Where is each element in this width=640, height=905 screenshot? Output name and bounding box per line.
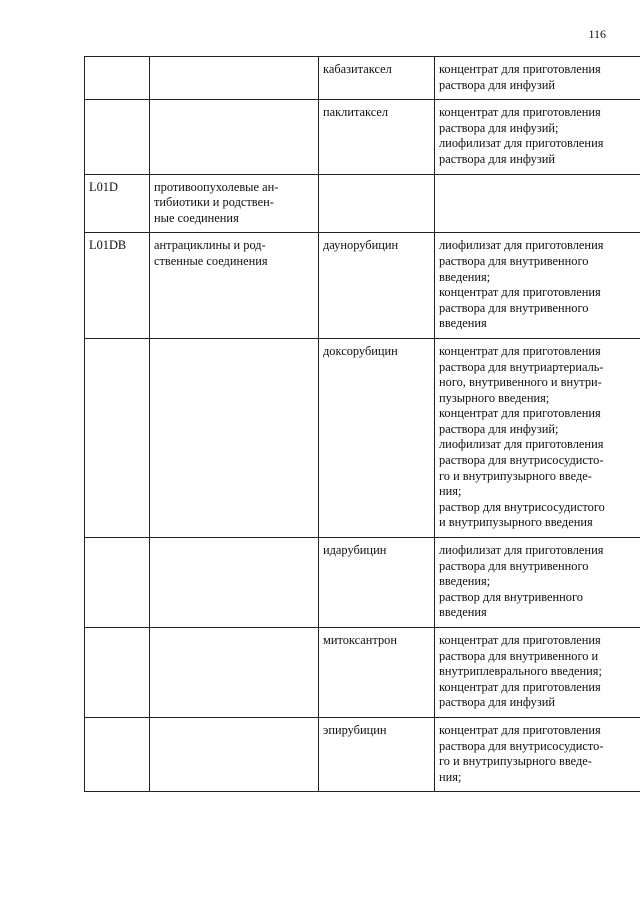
group-name-text: антрациклины и род- ственные соединения [154,238,268,268]
dosage-form-cell: лиофилизат для приготовления раствора для внутривенного введения; раствор для внутривенного введения [435,538,640,628]
drug-name-cell [319,174,435,233]
atc-code-cell [85,100,150,174]
group-name-cell [150,338,319,537]
dosage-form-cell: лиофилизат для приготовления раствора для внутривенного введения; концентрат для приготовления раствора для внутривенного введения [435,233,640,339]
atc-code-cell: L01D [85,174,150,233]
group-name-cell [150,57,319,100]
atc-code-cell [85,717,150,791]
atc-code-cell [85,57,150,100]
drug-name-cell: даунорубицин [319,233,435,339]
atc-code-cell [85,338,150,537]
drug-name-cell: паклитаксел [319,100,435,174]
atc-code-cell: L01DB [85,233,150,339]
table-row [85,57,640,100]
table-row [85,100,640,174]
dosage-form-cell: концентрат для приготовления раствора для внутривенного и внутриплеврального введения; концентрат для приготовления раствора для инфузий [435,628,640,718]
page-number: 116 [588,27,606,41]
drug-name-cell: митоксантрон [319,628,435,718]
group-name-text: противоопухолевые ан- тибиотики и родствен- ные соединения [154,179,279,225]
drug-table [84,56,640,792]
group-name-cell [150,100,319,174]
drug-name-cell: доксорубицин [319,338,435,537]
table-row [85,338,640,537]
table-row [85,233,640,339]
dosage-form-cell: концентрат для приготовления раствора для инфузий [435,57,640,100]
dosage-form-cell: концентрат для приготовления раствора для инфузий; лиофилизат для приготовления раствора для инфузий [435,100,640,174]
table-row [85,538,640,628]
dosage-form-cell [435,174,640,233]
group-name-cell [150,174,319,233]
table-row [85,174,640,233]
dosage-form-cell: концентрат для приготовления раствора для внутриартериаль- ного, внутривенного и внутри- пузырного введения; концентрат для приготовления раствора для инфузий; лиофилизат для приготовления раствора для внутрисосудисто- го и внутрипузырного введе- ния; раствор для внутрисосудистого и внутрипузырного введения [435,338,640,537]
group-name-cell [150,628,319,718]
drug-name-cell: идарубицин [319,538,435,628]
atc-code-cell [85,628,150,718]
drug-name-cell: кабазитаксел [319,57,435,100]
atc-code-cell [85,538,150,628]
group-name-cell [150,717,319,791]
drug-name-cell: эпирубицин [319,717,435,791]
table-row [85,628,640,718]
dosage-form-cell: концентрат для приготовления раствора для внутрисосудисто- го и внутрипузырного введе- ния; [435,717,640,791]
group-name-cell [150,538,319,628]
table-row [85,717,640,791]
group-name-cell [150,233,319,339]
